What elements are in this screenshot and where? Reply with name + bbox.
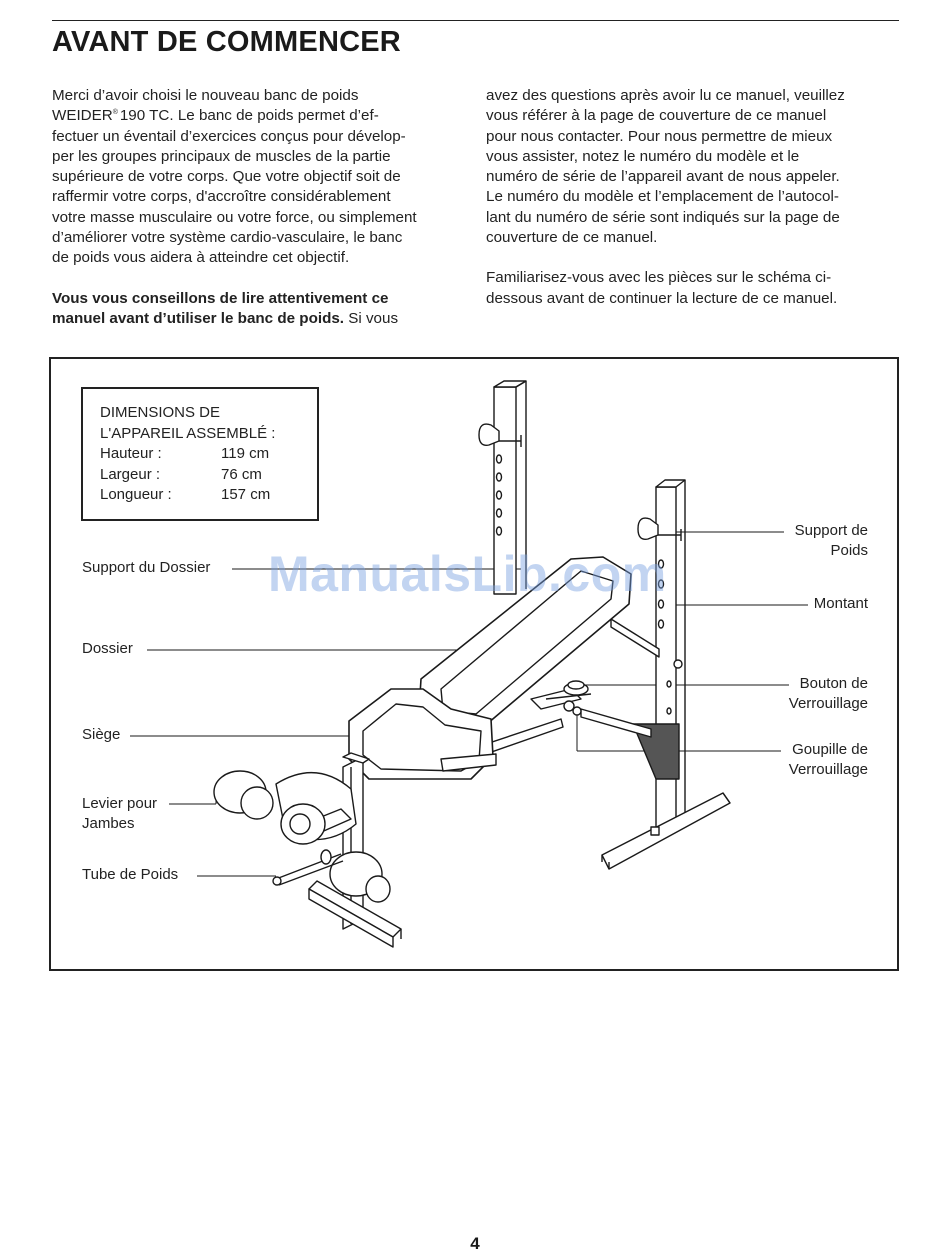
- registered-mark: ®: [112, 109, 120, 117]
- intro-paragraph-1: [52, 86, 464, 269]
- watermark: ManualsLib.com: [268, 546, 667, 602]
- dimensions-heading: DIMENSIONS DE: [100, 404, 221, 421]
- callout-siege: Siège: [82, 726, 121, 743]
- text-line: dessous avant de continuer la lecture de ce manuel.: [486, 289, 838, 307]
- text-line: de poids vous aidera à atteindre cet objectif.: [52, 249, 350, 267]
- text-line: supérieure de votre corps. Que votre objectif soit de: [52, 168, 401, 186]
- bench-diagram: [49, 357, 899, 971]
- callout-line: Verrouillage: [788, 761, 868, 778]
- dimension-value: 157 cm: [221, 486, 271, 503]
- text-line: manuel avant d’utiliser le banc de poids. Si vous: [52, 309, 399, 327]
- dimension-label: Longueur :: [100, 486, 172, 503]
- text-line: Familiarisez-vous avec les pièces sur le schéma ci-: [486, 269, 832, 287]
- callout-line: Jambes: [82, 815, 135, 832]
- callout-support-de-poids: [795, 521, 868, 561]
- intro-left-column: [52, 86, 464, 349]
- dimension-value: 119 cm: [221, 445, 270, 462]
- text-line: WEIDER® 190 TC. Le banc de poids permet d’ef-: [52, 107, 379, 125]
- dimension-value: 76 cm: [221, 465, 262, 483]
- text-line: votre masse musculaire ou votre force, ou simplement: [52, 208, 417, 226]
- text-line: per les groupes principaux de muscles de la partie: [52, 147, 391, 165]
- callout-line: Goupille de: [792, 741, 868, 758]
- text-line: numéro de série de l’appareil avant de nous appeler.: [486, 168, 840, 186]
- text-line: couverture de ce manuel.: [486, 229, 658, 247]
- dimension-label: Largeur :: [100, 465, 161, 483]
- intro-right-column: [486, 86, 896, 329]
- dimensions-box: [81, 387, 319, 521]
- dimension-row: [100, 444, 317, 465]
- page-number: 4: [470, 1234, 480, 1253]
- callout-tube-de-poids: Tube de Poids: [82, 866, 179, 883]
- intro-paragraph-3: [486, 86, 896, 248]
- text-line: avez des questions après avoir lu ce manuel, veuillez: [486, 87, 845, 104]
- callout-dossier: Dossier: [82, 640, 133, 657]
- text-line: raffermir votre corps, d'accroître considérablement: [52, 188, 391, 206]
- text-line: pour nous contacter. Pour nous permettre de mieux: [486, 127, 833, 145]
- callout-goupille-de-verrouillage: [789, 740, 868, 780]
- intro-paragraph-4: [486, 268, 896, 309]
- text-line: Le numéro du modèle et l’emplacement de l’autocol-: [486, 188, 839, 206]
- top-rule: [52, 20, 899, 21]
- text-line: vous référer à la page de couverture de ce manuel: [486, 107, 827, 125]
- dimension-row: [100, 465, 317, 486]
- callout-bouton-de-verrouillage: [789, 674, 868, 714]
- callout-support-dossier: Support du Dossier: [82, 559, 211, 576]
- callout-levier-pour-jambes: [82, 794, 157, 834]
- page-title: AVANT DE COMMENCER: [52, 26, 401, 58]
- text-line: vous assister, notez le numéro du modèle et le: [486, 147, 800, 165]
- bold-line: Vous vous conseillons de lire attentivement ce: [52, 289, 389, 307]
- dimensions-heading: L'APPAREIL ASSEMBLÉ :: [100, 424, 276, 442]
- text-line: lant du numéro de série sont indiqués sur la page de: [486, 208, 840, 226]
- callout-line: Levier pour: [82, 795, 158, 812]
- text-line: d’améliorer votre système cardio-vasculaire, le banc: [52, 229, 403, 247]
- callout-line: Verrouillage: [788, 695, 868, 712]
- text-line: fectuer un éventail d’exercices conçus pour dévelop-: [52, 127, 406, 145]
- callout-line: Support de: [794, 522, 868, 539]
- text-line: Merci d’avoir choisi le nouveau banc de poids: [52, 87, 359, 104]
- callout-line: Bouton de: [799, 675, 868, 692]
- intro-paragraph-2: [52, 289, 464, 330]
- dimension-label: Hauteur :: [100, 445, 162, 462]
- callout-montant: Montant: [813, 595, 868, 612]
- callout-line: Poids: [830, 542, 868, 559]
- dimension-row: [100, 485, 317, 506]
